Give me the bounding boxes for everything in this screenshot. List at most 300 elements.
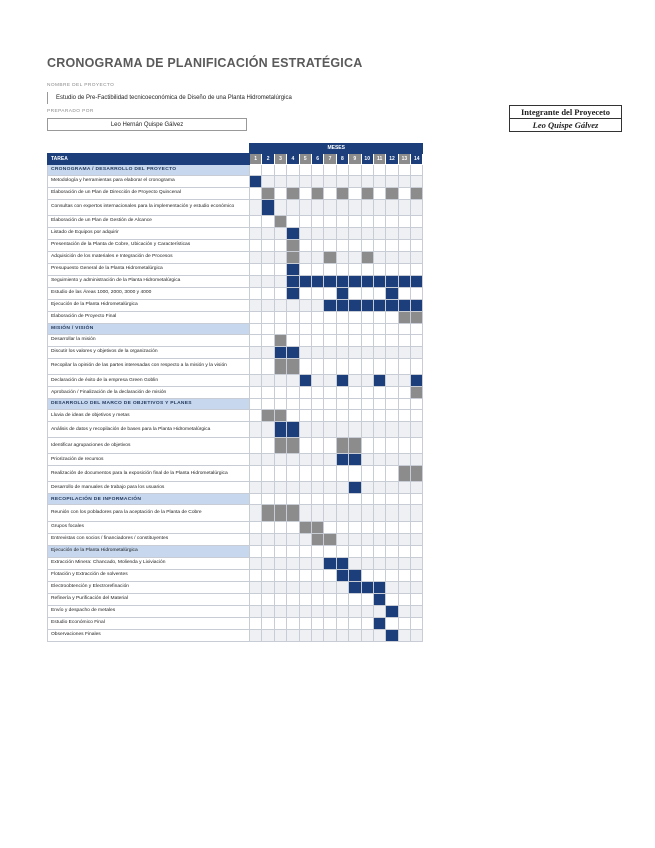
schedule-cell[interactable] (386, 466, 398, 482)
schedule-cell[interactable] (398, 386, 410, 398)
schedule-cell[interactable] (361, 557, 373, 569)
schedule-cell[interactable] (336, 386, 348, 398)
schedule-cell[interactable] (324, 199, 336, 215)
schedule-cell[interactable] (324, 505, 336, 521)
schedule-cell[interactable] (411, 275, 423, 287)
schedule-cell[interactable] (287, 251, 299, 263)
schedule-cell[interactable] (411, 199, 423, 215)
schedule-cell[interactable] (262, 494, 274, 505)
schedule-cell[interactable] (349, 299, 361, 311)
schedule-cell[interactable] (398, 533, 410, 545)
schedule-cell[interactable] (287, 454, 299, 466)
schedule-cell[interactable] (373, 299, 385, 311)
schedule-cell[interactable] (373, 398, 385, 409)
schedule-cell[interactable] (262, 374, 274, 386)
schedule-cell[interactable] (299, 239, 311, 251)
schedule-cell[interactable] (311, 521, 323, 533)
schedule-cell[interactable] (398, 581, 410, 593)
schedule-cell[interactable] (361, 187, 373, 199)
schedule-cell[interactable] (349, 227, 361, 239)
schedule-cell[interactable] (324, 287, 336, 299)
schedule-cell[interactable] (250, 494, 262, 505)
schedule-cell[interactable] (299, 334, 311, 346)
schedule-cell[interactable] (250, 438, 262, 454)
schedule-cell[interactable] (411, 545, 423, 557)
schedule-cell[interactable] (373, 239, 385, 251)
schedule-cell[interactable] (386, 398, 398, 409)
schedule-cell[interactable] (373, 187, 385, 199)
schedule-cell[interactable] (299, 323, 311, 334)
schedule-cell[interactable] (324, 482, 336, 494)
schedule-cell[interactable] (411, 215, 423, 227)
schedule-cell[interactable] (411, 374, 423, 386)
schedule-cell[interactable] (262, 299, 274, 311)
schedule-cell[interactable] (373, 533, 385, 545)
schedule-cell[interactable] (398, 311, 410, 323)
schedule-cell[interactable] (361, 287, 373, 299)
schedule-cell[interactable] (386, 323, 398, 334)
schedule-cell[interactable] (398, 617, 410, 629)
schedule-cell[interactable] (411, 263, 423, 275)
schedule-cell[interactable] (274, 593, 286, 605)
schedule-cell[interactable] (349, 521, 361, 533)
schedule-cell[interactable] (299, 386, 311, 398)
schedule-cell[interactable] (349, 557, 361, 569)
prepared-by-field[interactable]: Leo Hernán Quispe Gálvez (47, 118, 247, 131)
schedule-cell[interactable] (274, 421, 286, 437)
schedule-cell[interactable] (324, 227, 336, 239)
schedule-cell[interactable] (250, 466, 262, 482)
schedule-cell[interactable] (411, 239, 423, 251)
schedule-cell[interactable] (311, 346, 323, 358)
schedule-cell[interactable] (299, 466, 311, 482)
schedule-cell[interactable] (324, 454, 336, 466)
schedule-cell[interactable] (361, 466, 373, 482)
schedule-cell[interactable] (361, 629, 373, 641)
schedule-cell[interactable] (324, 557, 336, 569)
schedule-cell[interactable] (324, 374, 336, 386)
schedule-cell[interactable] (324, 466, 336, 482)
schedule-cell[interactable] (361, 374, 373, 386)
schedule-cell[interactable] (336, 545, 348, 557)
schedule-cell[interactable] (324, 386, 336, 398)
schedule-cell[interactable] (287, 505, 299, 521)
schedule-cell[interactable] (349, 593, 361, 605)
schedule-cell[interactable] (324, 346, 336, 358)
schedule-cell[interactable] (336, 251, 348, 263)
schedule-cell[interactable] (287, 605, 299, 617)
schedule-cell[interactable] (373, 263, 385, 275)
schedule-cell[interactable] (411, 175, 423, 187)
schedule-cell[interactable] (262, 454, 274, 466)
schedule-cell[interactable] (311, 251, 323, 263)
schedule-cell[interactable] (336, 358, 348, 374)
schedule-cell[interactable] (336, 199, 348, 215)
schedule-cell[interactable] (299, 581, 311, 593)
schedule-cell[interactable] (411, 187, 423, 199)
schedule-cell[interactable] (349, 358, 361, 374)
schedule-cell[interactable] (311, 466, 323, 482)
schedule-cell[interactable] (386, 187, 398, 199)
schedule-cell[interactable] (250, 629, 262, 641)
schedule-cell[interactable] (262, 617, 274, 629)
schedule-cell[interactable] (287, 299, 299, 311)
schedule-cell[interactable] (386, 545, 398, 557)
schedule-cell[interactable] (262, 334, 274, 346)
schedule-cell[interactable] (361, 533, 373, 545)
schedule-cell[interactable] (336, 263, 348, 275)
schedule-cell[interactable] (398, 454, 410, 466)
schedule-cell[interactable] (274, 521, 286, 533)
schedule-cell[interactable] (373, 374, 385, 386)
schedule-cell[interactable] (311, 533, 323, 545)
schedule-cell[interactable] (311, 187, 323, 199)
schedule-cell[interactable] (398, 466, 410, 482)
schedule-cell[interactable] (349, 629, 361, 641)
schedule-cell[interactable] (361, 398, 373, 409)
schedule-cell[interactable] (324, 421, 336, 437)
schedule-cell[interactable] (299, 494, 311, 505)
schedule-cell[interactable] (274, 409, 286, 421)
schedule-cell[interactable] (287, 466, 299, 482)
schedule-cell[interactable] (287, 275, 299, 287)
schedule-cell[interactable] (250, 505, 262, 521)
schedule-cell[interactable] (349, 311, 361, 323)
project-name-field[interactable]: Estudio de Pre-Factibilidad tecnicoeconómica de Diseño de una Planta Hidrometalúrgica (47, 92, 409, 104)
schedule-cell[interactable] (411, 593, 423, 605)
schedule-cell[interactable] (324, 187, 336, 199)
schedule-cell[interactable] (386, 164, 398, 175)
schedule-cell[interactable] (398, 358, 410, 374)
schedule-cell[interactable] (411, 438, 423, 454)
schedule-cell[interactable] (311, 545, 323, 557)
schedule-cell[interactable] (386, 346, 398, 358)
schedule-cell[interactable] (361, 521, 373, 533)
schedule-cell[interactable] (411, 466, 423, 482)
schedule-cell[interactable] (274, 287, 286, 299)
schedule-cell[interactable] (386, 311, 398, 323)
schedule-cell[interactable] (398, 251, 410, 263)
schedule-cell[interactable] (311, 287, 323, 299)
schedule-cell[interactable] (361, 346, 373, 358)
schedule-cell[interactable] (287, 175, 299, 187)
schedule-cell[interactable] (324, 593, 336, 605)
schedule-cell[interactable] (398, 164, 410, 175)
schedule-cell[interactable] (287, 617, 299, 629)
schedule-cell[interactable] (262, 569, 274, 581)
schedule-cell[interactable] (411, 287, 423, 299)
schedule-cell[interactable] (411, 251, 423, 263)
schedule-cell[interactable] (250, 581, 262, 593)
schedule-cell[interactable] (349, 438, 361, 454)
schedule-cell[interactable] (336, 175, 348, 187)
schedule-cell[interactable] (299, 358, 311, 374)
schedule-cell[interactable] (311, 617, 323, 629)
schedule-cell[interactable] (262, 164, 274, 175)
schedule-cell[interactable] (299, 299, 311, 311)
schedule-cell[interactable] (398, 299, 410, 311)
schedule-cell[interactable] (287, 311, 299, 323)
schedule-cell[interactable] (299, 251, 311, 263)
schedule-cell[interactable] (361, 299, 373, 311)
schedule-cell[interactable] (274, 175, 286, 187)
schedule-cell[interactable] (373, 164, 385, 175)
schedule-cell[interactable] (361, 263, 373, 275)
schedule-cell[interactable] (311, 239, 323, 251)
schedule-cell[interactable] (287, 215, 299, 227)
schedule-cell[interactable] (262, 533, 274, 545)
schedule-cell[interactable] (336, 629, 348, 641)
schedule-cell[interactable] (311, 386, 323, 398)
schedule-cell[interactable] (398, 215, 410, 227)
schedule-cell[interactable] (386, 239, 398, 251)
schedule-cell[interactable] (349, 175, 361, 187)
schedule-cell[interactable] (311, 494, 323, 505)
schedule-cell[interactable] (336, 299, 348, 311)
schedule-cell[interactable] (336, 409, 348, 421)
schedule-cell[interactable] (250, 311, 262, 323)
schedule-cell[interactable] (311, 605, 323, 617)
schedule-cell[interactable] (398, 287, 410, 299)
schedule-cell[interactable] (287, 386, 299, 398)
schedule-cell[interactable] (398, 605, 410, 617)
schedule-cell[interactable] (262, 593, 274, 605)
schedule-cell[interactable] (299, 398, 311, 409)
schedule-cell[interactable] (324, 239, 336, 251)
schedule-cell[interactable] (373, 421, 385, 437)
schedule-cell[interactable] (299, 199, 311, 215)
schedule-cell[interactable] (411, 311, 423, 323)
schedule-cell[interactable] (336, 557, 348, 569)
schedule-cell[interactable] (411, 533, 423, 545)
schedule-cell[interactable] (299, 421, 311, 437)
schedule-cell[interactable] (250, 617, 262, 629)
schedule-cell[interactable] (311, 164, 323, 175)
schedule-cell[interactable] (411, 299, 423, 311)
schedule-cell[interactable] (311, 299, 323, 311)
schedule-cell[interactable] (287, 358, 299, 374)
schedule-cell[interactable] (361, 251, 373, 263)
schedule-cell[interactable] (274, 466, 286, 482)
schedule-cell[interactable] (386, 409, 398, 421)
schedule-cell[interactable] (361, 494, 373, 505)
schedule-cell[interactable] (349, 466, 361, 482)
schedule-cell[interactable] (361, 605, 373, 617)
schedule-cell[interactable] (311, 227, 323, 239)
schedule-cell[interactable] (299, 569, 311, 581)
schedule-cell[interactable] (311, 311, 323, 323)
schedule-cell[interactable] (386, 593, 398, 605)
schedule-cell[interactable] (250, 334, 262, 346)
schedule-cell[interactable] (274, 275, 286, 287)
schedule-cell[interactable] (373, 466, 385, 482)
schedule-cell[interactable] (262, 398, 274, 409)
schedule-cell[interactable] (386, 199, 398, 215)
schedule-cell[interactable] (311, 593, 323, 605)
schedule-cell[interactable] (373, 323, 385, 334)
schedule-cell[interactable] (361, 334, 373, 346)
schedule-cell[interactable] (262, 215, 274, 227)
schedule-cell[interactable] (411, 386, 423, 398)
schedule-cell[interactable] (324, 175, 336, 187)
schedule-cell[interactable] (274, 164, 286, 175)
schedule-cell[interactable] (274, 569, 286, 581)
schedule-cell[interactable] (287, 494, 299, 505)
schedule-cell[interactable] (250, 605, 262, 617)
schedule-cell[interactable] (398, 175, 410, 187)
schedule-cell[interactable] (411, 521, 423, 533)
schedule-cell[interactable] (398, 557, 410, 569)
schedule-cell[interactable] (398, 629, 410, 641)
schedule-cell[interactable] (361, 239, 373, 251)
schedule-cell[interactable] (386, 454, 398, 466)
schedule-cell[interactable] (299, 215, 311, 227)
schedule-cell[interactable] (311, 569, 323, 581)
schedule-cell[interactable] (250, 482, 262, 494)
schedule-cell[interactable] (311, 557, 323, 569)
schedule-cell[interactable] (324, 323, 336, 334)
schedule-cell[interactable] (274, 311, 286, 323)
schedule-cell[interactable] (274, 374, 286, 386)
schedule-cell[interactable] (336, 164, 348, 175)
schedule-cell[interactable] (287, 409, 299, 421)
schedule-cell[interactable] (262, 263, 274, 275)
schedule-cell[interactable] (287, 334, 299, 346)
schedule-cell[interactable] (250, 239, 262, 251)
schedule-cell[interactable] (349, 386, 361, 398)
schedule-cell[interactable] (299, 521, 311, 533)
schedule-cell[interactable] (373, 581, 385, 593)
schedule-cell[interactable] (274, 227, 286, 239)
schedule-cell[interactable] (411, 398, 423, 409)
schedule-cell[interactable] (250, 287, 262, 299)
schedule-cell[interactable] (274, 239, 286, 251)
schedule-cell[interactable] (386, 334, 398, 346)
schedule-cell[interactable] (299, 482, 311, 494)
schedule-cell[interactable] (336, 593, 348, 605)
schedule-cell[interactable] (262, 629, 274, 641)
schedule-cell[interactable] (361, 581, 373, 593)
schedule-cell[interactable] (411, 482, 423, 494)
schedule-cell[interactable] (324, 275, 336, 287)
schedule-cell[interactable] (250, 386, 262, 398)
schedule-cell[interactable] (250, 545, 262, 557)
schedule-cell[interactable] (398, 199, 410, 215)
schedule-cell[interactable] (274, 617, 286, 629)
schedule-cell[interactable] (250, 346, 262, 358)
schedule-cell[interactable] (411, 605, 423, 617)
schedule-cell[interactable] (336, 275, 348, 287)
schedule-cell[interactable] (250, 569, 262, 581)
schedule-cell[interactable] (336, 533, 348, 545)
schedule-cell[interactable] (398, 593, 410, 605)
schedule-cell[interactable] (262, 581, 274, 593)
schedule-cell[interactable] (287, 569, 299, 581)
schedule-cell[interactable] (250, 187, 262, 199)
schedule-cell[interactable] (299, 533, 311, 545)
schedule-cell[interactable] (336, 581, 348, 593)
schedule-cell[interactable] (250, 593, 262, 605)
schedule-cell[interactable] (274, 199, 286, 215)
schedule-cell[interactable] (287, 374, 299, 386)
schedule-cell[interactable] (262, 482, 274, 494)
schedule-cell[interactable] (287, 421, 299, 437)
schedule-cell[interactable] (336, 605, 348, 617)
schedule-cell[interactable] (349, 545, 361, 557)
schedule-cell[interactable] (411, 505, 423, 521)
schedule-cell[interactable] (274, 187, 286, 199)
schedule-cell[interactable] (262, 199, 274, 215)
schedule-cell[interactable] (411, 334, 423, 346)
schedule-cell[interactable] (386, 251, 398, 263)
schedule-cell[interactable] (361, 311, 373, 323)
schedule-cell[interactable] (398, 398, 410, 409)
schedule-cell[interactable] (373, 311, 385, 323)
schedule-cell[interactable] (373, 275, 385, 287)
schedule-cell[interactable] (262, 187, 274, 199)
schedule-cell[interactable] (311, 175, 323, 187)
schedule-cell[interactable] (361, 593, 373, 605)
schedule-cell[interactable] (373, 521, 385, 533)
schedule-cell[interactable] (336, 438, 348, 454)
schedule-cell[interactable] (299, 374, 311, 386)
schedule-cell[interactable] (324, 629, 336, 641)
schedule-cell[interactable] (324, 358, 336, 374)
schedule-cell[interactable] (299, 187, 311, 199)
schedule-cell[interactable] (336, 346, 348, 358)
schedule-cell[interactable] (411, 569, 423, 581)
schedule-cell[interactable] (274, 398, 286, 409)
schedule-cell[interactable] (324, 545, 336, 557)
schedule-cell[interactable] (349, 409, 361, 421)
schedule-cell[interactable] (262, 409, 274, 421)
schedule-cell[interactable] (411, 409, 423, 421)
schedule-cell[interactable] (349, 239, 361, 251)
schedule-cell[interactable] (324, 311, 336, 323)
schedule-cell[interactable] (361, 175, 373, 187)
schedule-cell[interactable] (274, 263, 286, 275)
schedule-cell[interactable] (336, 494, 348, 505)
schedule-cell[interactable] (299, 545, 311, 557)
schedule-cell[interactable] (361, 164, 373, 175)
schedule-cell[interactable] (287, 521, 299, 533)
schedule-cell[interactable] (324, 398, 336, 409)
schedule-cell[interactable] (299, 593, 311, 605)
schedule-cell[interactable] (386, 263, 398, 275)
schedule-cell[interactable] (349, 374, 361, 386)
schedule-cell[interactable] (349, 617, 361, 629)
schedule-cell[interactable] (324, 438, 336, 454)
schedule-cell[interactable] (299, 617, 311, 629)
schedule-cell[interactable] (262, 287, 274, 299)
schedule-cell[interactable] (386, 215, 398, 227)
schedule-cell[interactable] (274, 215, 286, 227)
schedule-cell[interactable] (324, 533, 336, 545)
schedule-cell[interactable] (411, 617, 423, 629)
schedule-cell[interactable] (373, 334, 385, 346)
schedule-cell[interactable] (349, 187, 361, 199)
schedule-cell[interactable] (287, 545, 299, 557)
schedule-cell[interactable] (349, 251, 361, 263)
schedule-cell[interactable] (287, 164, 299, 175)
schedule-cell[interactable] (274, 346, 286, 358)
schedule-cell[interactable] (398, 239, 410, 251)
schedule-cell[interactable] (349, 164, 361, 175)
schedule-cell[interactable] (262, 323, 274, 334)
schedule-cell[interactable] (299, 438, 311, 454)
schedule-cell[interactable] (398, 323, 410, 334)
schedule-cell[interactable] (336, 505, 348, 521)
